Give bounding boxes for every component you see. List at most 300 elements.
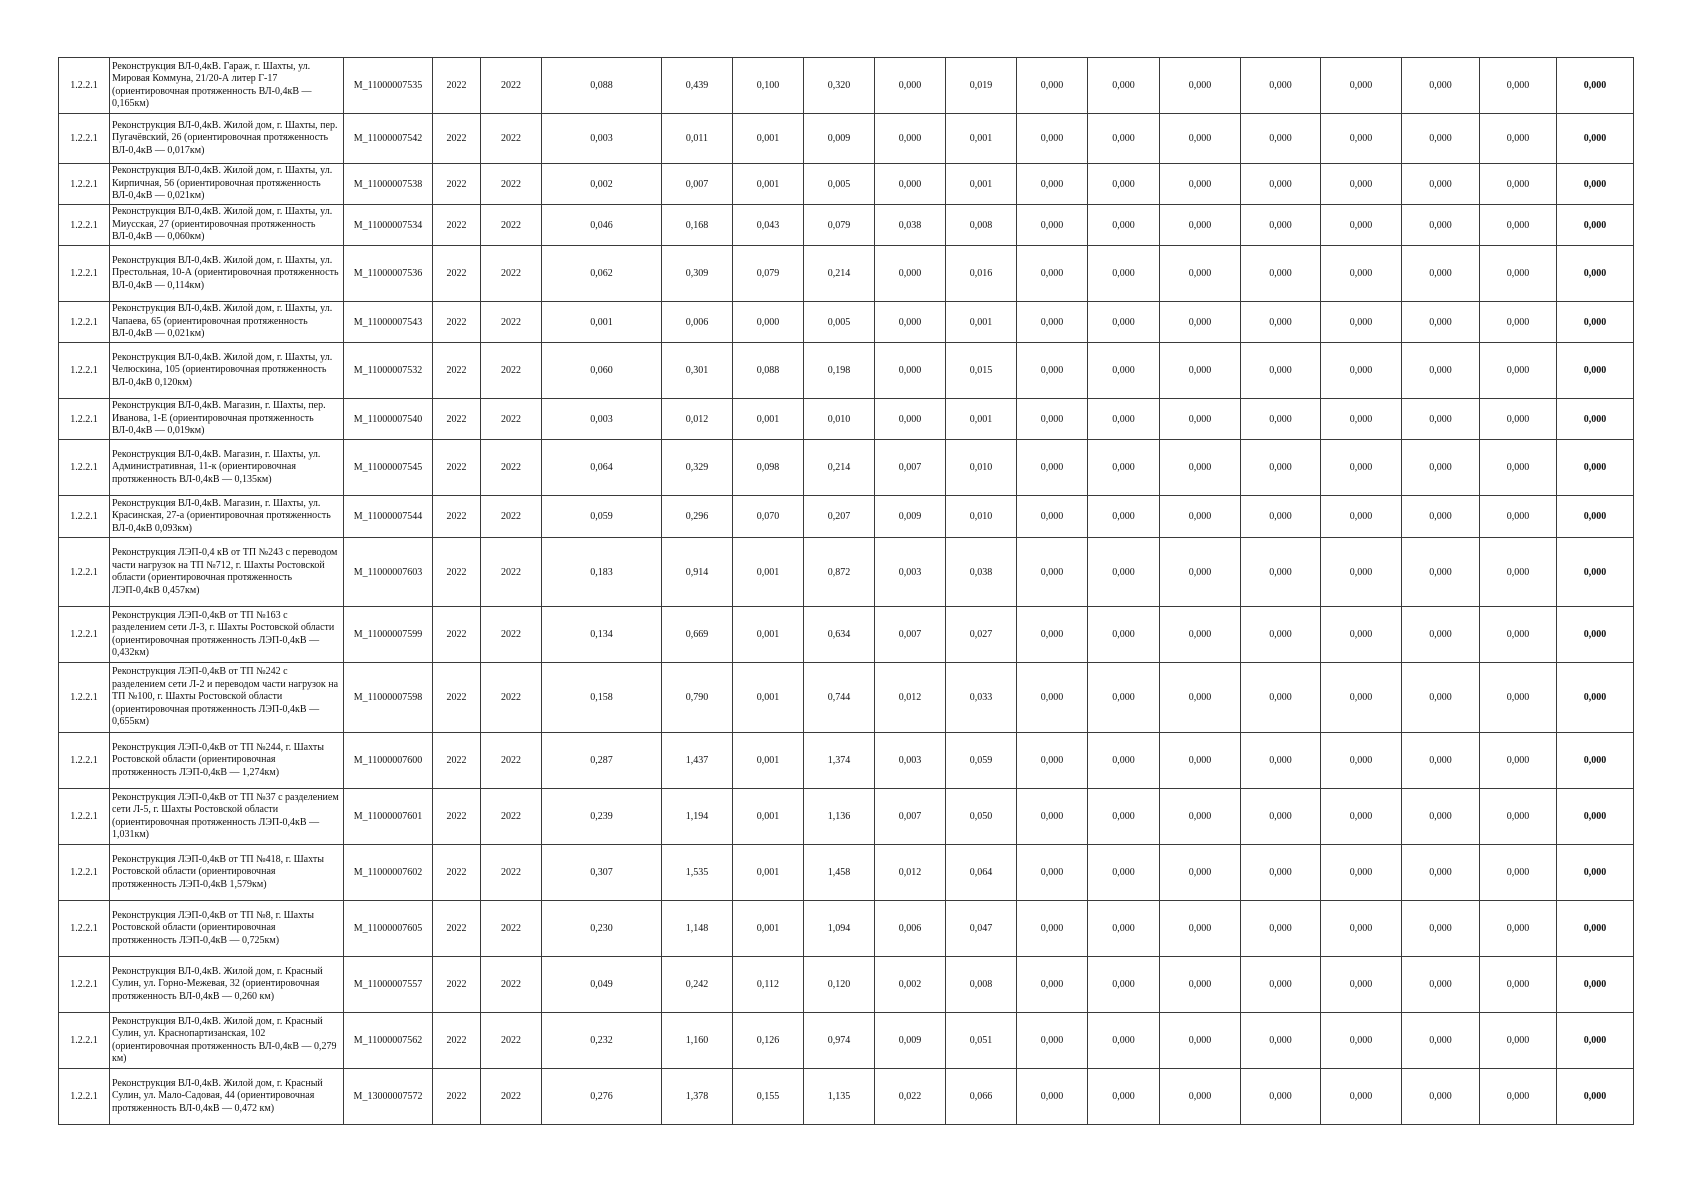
value-cell-6: 0,001 [946, 399, 1017, 440]
value-cell-8: 0,000 [1088, 205, 1160, 246]
value-cell-7: 0,000 [1017, 1069, 1088, 1125]
value-cell-11: 0,000 [1321, 58, 1402, 114]
value-cell-12: 0,000 [1402, 496, 1480, 538]
start-year: 2022 [433, 58, 481, 114]
value-cell-9: 0,000 [1160, 733, 1241, 789]
value-cell-3: 0,001 [733, 789, 804, 845]
value-cell-12: 0,000 [1402, 789, 1480, 845]
value-cell-6: 0,033 [946, 663, 1017, 733]
value-cell-10: 0,000 [1241, 845, 1321, 901]
value-cell-9: 0,000 [1160, 114, 1241, 164]
value-cell-3: 0,001 [733, 845, 804, 901]
value-cell-10: 0,000 [1241, 343, 1321, 399]
value-cell-4: 1,094 [804, 901, 875, 957]
value-cell-14: 0,000 [1557, 496, 1634, 538]
value-cell-4: 0,198 [804, 343, 875, 399]
value-cell-6: 0,001 [946, 164, 1017, 205]
value-cell-10: 0,000 [1241, 733, 1321, 789]
value-cell-7: 0,000 [1017, 1013, 1088, 1069]
end-year: 2022 [481, 789, 542, 845]
value-cell-9: 0,000 [1160, 607, 1241, 663]
value-cell-14: 0,000 [1557, 58, 1634, 114]
start-year: 2022 [433, 164, 481, 205]
value-cell-8: 0,000 [1088, 1069, 1160, 1125]
table-row [59, 607, 1634, 663]
value-cell-8: 0,000 [1088, 164, 1160, 205]
table-row [59, 789, 1634, 845]
value-cell-6: 0,047 [946, 901, 1017, 957]
value-cell-8: 0,000 [1088, 538, 1160, 607]
table-row [59, 302, 1634, 343]
value-cell-1: 0,064 [542, 440, 662, 496]
value-cell-13: 0,000 [1480, 607, 1557, 663]
value-cell-2: 1,535 [662, 845, 733, 901]
end-year: 2022 [481, 114, 542, 164]
table-row [59, 538, 1634, 607]
project-description: Реконструкция ЛЭП-0,4кВ от ТП №418, г. Шахты Ростовской области (ориентировочная протяженность ЛЭП-0,4кВ 1,579км) [110, 845, 344, 901]
project-description: Реконструкция ВЛ-0,4кВ. Магазин, г. Шахты, ул. Красинская, 27-а (ориентировочная протяженность ВЛ-0,4кВ 0,093км) [110, 496, 344, 538]
value-cell-5: 0,000 [875, 302, 946, 343]
value-cell-12: 0,000 [1402, 663, 1480, 733]
value-cell-2: 0,012 [662, 399, 733, 440]
value-cell-10: 0,000 [1241, 538, 1321, 607]
value-cell-9: 0,000 [1160, 58, 1241, 114]
value-cell-6: 0,059 [946, 733, 1017, 789]
row-number: 1.2.2.1 [59, 164, 110, 205]
table-row [59, 58, 1634, 114]
value-cell-1: 0,003 [542, 399, 662, 440]
value-cell-11: 0,000 [1321, 246, 1402, 302]
value-cell-13: 0,000 [1480, 302, 1557, 343]
value-cell-1: 0,134 [542, 607, 662, 663]
value-cell-13: 0,000 [1480, 164, 1557, 205]
row-number: 1.2.2.1 [59, 957, 110, 1013]
project-code: M_11000007601 [344, 789, 433, 845]
value-cell-5: 0,000 [875, 246, 946, 302]
start-year: 2022 [433, 246, 481, 302]
value-cell-6: 0,038 [946, 538, 1017, 607]
value-cell-1: 0,002 [542, 164, 662, 205]
value-cell-12: 0,000 [1402, 343, 1480, 399]
value-cell-5: 0,007 [875, 789, 946, 845]
value-cell-9: 0,000 [1160, 845, 1241, 901]
value-cell-1: 0,062 [542, 246, 662, 302]
project-description: Реконструкция ВЛ-0,4кВ. Жилой дом, г. Шахты, ул. Миусская, 27 (ориентировочная протяженность ВЛ-0,4кВ — 0,060км) [110, 205, 344, 246]
row-number: 1.2.2.1 [59, 114, 110, 164]
value-cell-11: 0,000 [1321, 538, 1402, 607]
value-cell-3: 0,079 [733, 246, 804, 302]
value-cell-9: 0,000 [1160, 1069, 1241, 1125]
end-year: 2022 [481, 901, 542, 957]
project-description: Реконструкция ВЛ-0,4кВ. Жилой дом, г. Шахты, пер. Пугачёвский, 26 (ориентировочная протяженность ВЛ-0,4кВ — 0,017км) [110, 114, 344, 164]
value-cell-12: 0,000 [1402, 1069, 1480, 1125]
value-cell-6: 0,050 [946, 789, 1017, 845]
value-cell-6: 0,008 [946, 957, 1017, 1013]
value-cell-5: 0,009 [875, 496, 946, 538]
value-cell-10: 0,000 [1241, 246, 1321, 302]
value-cell-8: 0,000 [1088, 440, 1160, 496]
value-cell-5: 0,002 [875, 957, 946, 1013]
value-cell-2: 1,160 [662, 1013, 733, 1069]
value-cell-14: 0,000 [1557, 845, 1634, 901]
value-cell-10: 0,000 [1241, 1013, 1321, 1069]
value-cell-13: 0,000 [1480, 246, 1557, 302]
value-cell-4: 1,136 [804, 789, 875, 845]
value-cell-8: 0,000 [1088, 399, 1160, 440]
project-code: M_11000007598 [344, 663, 433, 733]
value-cell-6: 0,064 [946, 845, 1017, 901]
value-cell-7: 0,000 [1017, 302, 1088, 343]
value-cell-7: 0,000 [1017, 58, 1088, 114]
value-cell-4: 0,634 [804, 607, 875, 663]
end-year: 2022 [481, 1013, 542, 1069]
value-cell-3: 0,070 [733, 496, 804, 538]
project-code: M_11000007605 [344, 901, 433, 957]
value-cell-9: 0,000 [1160, 246, 1241, 302]
value-cell-2: 0,309 [662, 246, 733, 302]
end-year: 2022 [481, 496, 542, 538]
start-year: 2022 [433, 114, 481, 164]
value-cell-12: 0,000 [1402, 1013, 1480, 1069]
value-cell-11: 0,000 [1321, 440, 1402, 496]
project-code: M_11000007538 [344, 164, 433, 205]
value-cell-3: 0,001 [733, 114, 804, 164]
value-cell-8: 0,000 [1088, 845, 1160, 901]
value-cell-1: 0,003 [542, 114, 662, 164]
row-number: 1.2.2.1 [59, 607, 110, 663]
value-cell-6: 0,001 [946, 302, 1017, 343]
project-code: M_11000007545 [344, 440, 433, 496]
table-row [59, 246, 1634, 302]
value-cell-4: 1,458 [804, 845, 875, 901]
value-cell-12: 0,000 [1402, 58, 1480, 114]
value-cell-5: 0,038 [875, 205, 946, 246]
value-cell-7: 0,000 [1017, 399, 1088, 440]
value-cell-13: 0,000 [1480, 58, 1557, 114]
value-cell-3: 0,001 [733, 663, 804, 733]
end-year: 2022 [481, 164, 542, 205]
value-cell-8: 0,000 [1088, 607, 1160, 663]
project-code: M_11000007544 [344, 496, 433, 538]
value-cell-9: 0,000 [1160, 957, 1241, 1013]
value-cell-5: 0,009 [875, 1013, 946, 1069]
value-cell-1: 0,060 [542, 343, 662, 399]
value-cell-5: 0,012 [875, 845, 946, 901]
value-cell-1: 0,049 [542, 957, 662, 1013]
value-cell-4: 0,214 [804, 440, 875, 496]
value-cell-2: 0,006 [662, 302, 733, 343]
value-cell-12: 0,000 [1402, 246, 1480, 302]
start-year: 2022 [433, 957, 481, 1013]
project-code: M_11000007603 [344, 538, 433, 607]
value-cell-11: 0,000 [1321, 399, 1402, 440]
value-cell-1: 0,239 [542, 789, 662, 845]
project-code: M_11000007602 [344, 845, 433, 901]
project-description: Реконструкция ВЛ-0,4кВ. Жилой дом, г. Красный Сулин, ул. Горно-Межевая, 32 (ориентировочная протяженность ВЛ-0,4кВ — 0,260 км) [110, 957, 344, 1013]
table-row [59, 663, 1634, 733]
value-cell-6: 0,008 [946, 205, 1017, 246]
start-year: 2022 [433, 538, 481, 607]
project-code: M_11000007600 [344, 733, 433, 789]
value-cell-7: 0,000 [1017, 663, 1088, 733]
value-cell-10: 0,000 [1241, 205, 1321, 246]
value-cell-4: 0,214 [804, 246, 875, 302]
value-cell-14: 0,000 [1557, 733, 1634, 789]
start-year: 2022 [433, 733, 481, 789]
value-cell-4: 0,974 [804, 1013, 875, 1069]
end-year: 2022 [481, 607, 542, 663]
project-description: Реконструкция ВЛ-0,4кВ. Жилой дом, г. Шахты, ул. Челюскина, 105 (ориентировочная протяженность ВЛ-0,4кВ 0,120км) [110, 343, 344, 399]
value-cell-4: 1,135 [804, 1069, 875, 1125]
value-cell-11: 0,000 [1321, 957, 1402, 1013]
value-cell-14: 0,000 [1557, 246, 1634, 302]
value-cell-5: 0,007 [875, 607, 946, 663]
value-cell-5: 0,022 [875, 1069, 946, 1125]
value-cell-1: 0,158 [542, 663, 662, 733]
value-cell-7: 0,000 [1017, 845, 1088, 901]
project-description: Реконструкция ЛЭП-0,4кВ от ТП №244, г. Шахты Ростовской области (ориентировочная протяженность ЛЭП-0,4кВ — 1,274км) [110, 733, 344, 789]
value-cell-10: 0,000 [1241, 58, 1321, 114]
value-cell-5: 0,000 [875, 164, 946, 205]
table-row [59, 399, 1634, 440]
value-cell-1: 0,230 [542, 901, 662, 957]
value-cell-11: 0,000 [1321, 343, 1402, 399]
project-code: M_11000007599 [344, 607, 433, 663]
value-cell-12: 0,000 [1402, 607, 1480, 663]
end-year: 2022 [481, 733, 542, 789]
value-cell-10: 0,000 [1241, 440, 1321, 496]
value-cell-1: 0,059 [542, 496, 662, 538]
project-description: Реконструкция ВЛ-0,4кВ. Жилой дом, г. Красный Сулин, ул. Краснопартизанская, 102 (ориентировочная протяженность ВЛ-0,4кВ — 0,279 км) [110, 1013, 344, 1069]
value-cell-10: 0,000 [1241, 302, 1321, 343]
value-cell-5: 0,000 [875, 58, 946, 114]
value-cell-3: 0,088 [733, 343, 804, 399]
value-cell-4: 0,005 [804, 164, 875, 205]
value-cell-10: 0,000 [1241, 164, 1321, 205]
project-description: Реконструкция ВЛ-0,4кВ. Магазин, г. Шахты, пер. Иванова, 1-Е (ориентировочная протяженность ВЛ-0,4кВ — 0,019км) [110, 399, 344, 440]
value-cell-8: 0,000 [1088, 733, 1160, 789]
value-cell-9: 0,000 [1160, 496, 1241, 538]
value-cell-12: 0,000 [1402, 845, 1480, 901]
table-row [59, 1069, 1634, 1125]
value-cell-3: 0,001 [733, 164, 804, 205]
value-cell-13: 0,000 [1480, 1013, 1557, 1069]
project-description: Реконструкция ЛЭП-0,4кВ от ТП №163 с разделением сети Л-3, г. Шахты Ростовской области (ориентировочная протяженность ЛЭП-0,4кВ — 0,432км) [110, 607, 344, 663]
value-cell-4: 0,005 [804, 302, 875, 343]
project-description: Реконструкция ВЛ-0,4кВ. Магазин, г. Шахты, ул. Административная, 11-к (ориентировочная протяженность ВЛ-0,4кВ — 0,135км) [110, 440, 344, 496]
value-cell-10: 0,000 [1241, 1069, 1321, 1125]
value-cell-2: 0,242 [662, 957, 733, 1013]
value-cell-1: 0,046 [542, 205, 662, 246]
value-cell-2: 1,378 [662, 1069, 733, 1125]
value-cell-3: 0,112 [733, 957, 804, 1013]
value-cell-9: 0,000 [1160, 399, 1241, 440]
value-cell-12: 0,000 [1402, 399, 1480, 440]
start-year: 2022 [433, 607, 481, 663]
project-code: M_11000007534 [344, 205, 433, 246]
value-cell-2: 0,329 [662, 440, 733, 496]
value-cell-12: 0,000 [1402, 733, 1480, 789]
value-cell-3: 0,001 [733, 399, 804, 440]
start-year: 2022 [433, 343, 481, 399]
project-description: Реконструкция ЛЭП-0,4 кВ от ТП №243 с переводом части нагрузок на ТП №712, г. Шахты Ростовской области (ориентировочная протяженность ЛЭП-0,4кВ 0,457км) [110, 538, 344, 607]
value-cell-7: 0,000 [1017, 440, 1088, 496]
value-cell-6: 0,027 [946, 607, 1017, 663]
row-number: 1.2.2.1 [59, 538, 110, 607]
value-cell-10: 0,000 [1241, 663, 1321, 733]
row-number: 1.2.2.1 [59, 789, 110, 845]
table-row [59, 845, 1634, 901]
project-code: M_11000007557 [344, 957, 433, 1013]
value-cell-3: 0,043 [733, 205, 804, 246]
start-year: 2022 [433, 440, 481, 496]
project-code: M_11000007543 [344, 302, 433, 343]
value-cell-10: 0,000 [1241, 496, 1321, 538]
value-cell-13: 0,000 [1480, 205, 1557, 246]
start-year: 2022 [433, 901, 481, 957]
value-cell-2: 0,296 [662, 496, 733, 538]
value-cell-13: 0,000 [1480, 901, 1557, 957]
value-cell-13: 0,000 [1480, 845, 1557, 901]
start-year: 2022 [433, 1013, 481, 1069]
table-row [59, 205, 1634, 246]
project-code: M_13000007572 [344, 1069, 433, 1125]
value-cell-5: 0,012 [875, 663, 946, 733]
value-cell-5: 0,000 [875, 114, 946, 164]
value-cell-2: 0,007 [662, 164, 733, 205]
row-number: 1.2.2.1 [59, 845, 110, 901]
value-cell-7: 0,000 [1017, 164, 1088, 205]
value-cell-13: 0,000 [1480, 1069, 1557, 1125]
value-cell-4: 0,079 [804, 205, 875, 246]
value-cell-3: 0,001 [733, 733, 804, 789]
value-cell-5: 0,000 [875, 399, 946, 440]
value-cell-9: 0,000 [1160, 343, 1241, 399]
end-year: 2022 [481, 58, 542, 114]
value-cell-7: 0,000 [1017, 957, 1088, 1013]
value-cell-13: 0,000 [1480, 733, 1557, 789]
table-body [59, 58, 1634, 1125]
end-year: 2022 [481, 538, 542, 607]
start-year: 2022 [433, 205, 481, 246]
project-description: Реконструкция ВЛ-0,4кВ. Жилой дом, г. Шахты, ул. Чапаева, 65 (ориентировочная протяженность ВЛ-0,4кВ — 0,021км) [110, 302, 344, 343]
value-cell-2: 0,669 [662, 607, 733, 663]
value-cell-5: 0,003 [875, 538, 946, 607]
value-cell-9: 0,000 [1160, 538, 1241, 607]
row-number: 1.2.2.1 [59, 58, 110, 114]
value-cell-13: 0,000 [1480, 496, 1557, 538]
value-cell-14: 0,000 [1557, 343, 1634, 399]
value-cell-10: 0,000 [1241, 901, 1321, 957]
value-cell-12: 0,000 [1402, 302, 1480, 343]
start-year: 2022 [433, 789, 481, 845]
value-cell-10: 0,000 [1241, 114, 1321, 164]
value-cell-14: 0,000 [1557, 663, 1634, 733]
value-cell-13: 0,000 [1480, 399, 1557, 440]
value-cell-2: 0,790 [662, 663, 733, 733]
value-cell-5: 0,000 [875, 343, 946, 399]
row-number: 1.2.2.1 [59, 1013, 110, 1069]
value-cell-1: 0,232 [542, 1013, 662, 1069]
start-year: 2022 [433, 663, 481, 733]
table-row [59, 957, 1634, 1013]
project-code: M_11000007542 [344, 114, 433, 164]
end-year: 2022 [481, 246, 542, 302]
value-cell-11: 0,000 [1321, 164, 1402, 205]
value-cell-11: 0,000 [1321, 789, 1402, 845]
value-cell-6: 0,010 [946, 440, 1017, 496]
project-description: Реконструкция ВЛ-0,4кВ. Жилой дом, г. Шахты, ул. Кирпичная, 56 (ориентировочная протяженность ВЛ-0,4кВ — 0,021км) [110, 164, 344, 205]
value-cell-12: 0,000 [1402, 440, 1480, 496]
end-year: 2022 [481, 663, 542, 733]
value-cell-3: 0,100 [733, 58, 804, 114]
value-cell-11: 0,000 [1321, 496, 1402, 538]
row-number: 1.2.2.1 [59, 440, 110, 496]
value-cell-11: 0,000 [1321, 607, 1402, 663]
value-cell-13: 0,000 [1480, 538, 1557, 607]
value-cell-12: 0,000 [1402, 164, 1480, 205]
value-cell-2: 0,301 [662, 343, 733, 399]
row-number: 1.2.2.1 [59, 733, 110, 789]
value-cell-8: 0,000 [1088, 58, 1160, 114]
value-cell-7: 0,000 [1017, 733, 1088, 789]
value-cell-2: 1,194 [662, 789, 733, 845]
value-cell-3: 0,001 [733, 901, 804, 957]
table-row [59, 733, 1634, 789]
value-cell-2: 0,168 [662, 205, 733, 246]
value-cell-13: 0,000 [1480, 789, 1557, 845]
row-number: 1.2.2.1 [59, 399, 110, 440]
value-cell-11: 0,000 [1321, 901, 1402, 957]
value-cell-13: 0,000 [1480, 663, 1557, 733]
end-year: 2022 [481, 343, 542, 399]
value-cell-7: 0,000 [1017, 789, 1088, 845]
value-cell-12: 0,000 [1402, 114, 1480, 164]
value-cell-9: 0,000 [1160, 789, 1241, 845]
value-cell-11: 0,000 [1321, 114, 1402, 164]
value-cell-6: 0,051 [946, 1013, 1017, 1069]
value-cell-14: 0,000 [1557, 901, 1634, 957]
value-cell-6: 0,016 [946, 246, 1017, 302]
value-cell-4: 0,320 [804, 58, 875, 114]
value-cell-13: 0,000 [1480, 114, 1557, 164]
row-number: 1.2.2.1 [59, 343, 110, 399]
value-cell-14: 0,000 [1557, 1013, 1634, 1069]
project-description: Реконструкция ВЛ-0,4кВ. Жилой дом, г. Красный Сулин, ул. Мало-Садовая, 44 (ориентировочная протяженность ВЛ-0,4кВ — 0,472 км) [110, 1069, 344, 1125]
value-cell-8: 0,000 [1088, 343, 1160, 399]
value-cell-11: 0,000 [1321, 205, 1402, 246]
value-cell-7: 0,000 [1017, 114, 1088, 164]
row-number: 1.2.2.1 [59, 246, 110, 302]
table-row [59, 114, 1634, 164]
project-code: M_11000007540 [344, 399, 433, 440]
value-cell-14: 0,000 [1557, 1069, 1634, 1125]
value-cell-13: 0,000 [1480, 343, 1557, 399]
start-year: 2022 [433, 845, 481, 901]
start-year: 2022 [433, 399, 481, 440]
table-row [59, 164, 1634, 205]
value-cell-2: 0,439 [662, 58, 733, 114]
value-cell-13: 0,000 [1480, 957, 1557, 1013]
value-cell-9: 0,000 [1160, 164, 1241, 205]
value-cell-14: 0,000 [1557, 607, 1634, 663]
value-cell-11: 0,000 [1321, 1013, 1402, 1069]
value-cell-1: 0,276 [542, 1069, 662, 1125]
value-cell-14: 0,000 [1557, 440, 1634, 496]
value-cell-14: 0,000 [1557, 538, 1634, 607]
end-year: 2022 [481, 302, 542, 343]
value-cell-13: 0,000 [1480, 440, 1557, 496]
